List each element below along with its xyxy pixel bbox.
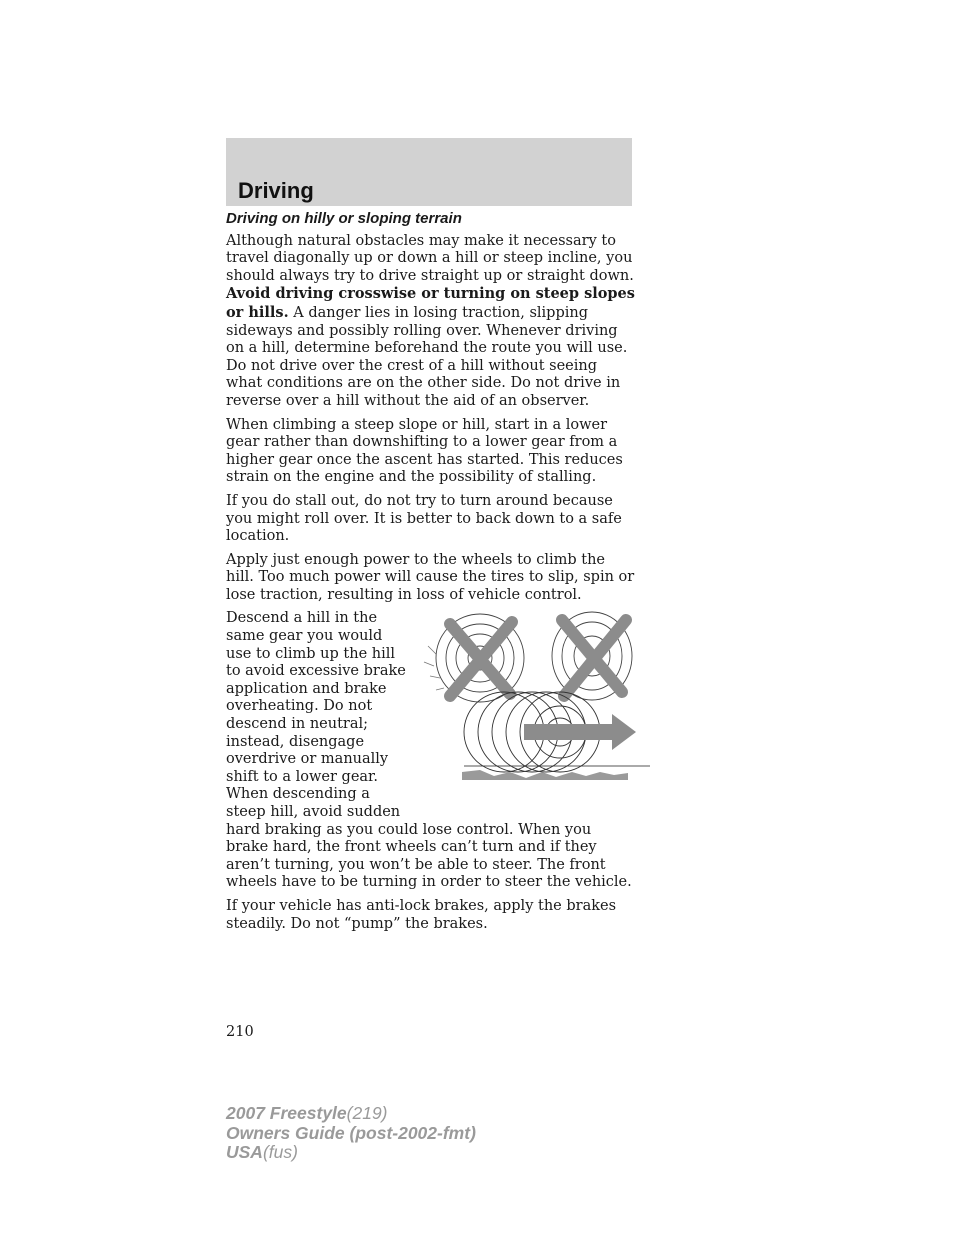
paragraph-4: Apply just enough power to the wheels to climb the hill. Too much power will cause the tires to slip, spin or lose traction, resulting in loss of vehicle control.: [226, 551, 635, 603]
x-mark-icon: [562, 620, 626, 696]
footer-market-code: (fus): [262, 1142, 298, 1162]
footer-line-1: [226, 1104, 476, 1124]
hill-driving-illustration: [414, 606, 650, 802]
document-footer: [226, 1104, 476, 1163]
page-number: 210: [226, 1024, 254, 1040]
paragraph-1-start: Although natural obstacles may make it necessary to travel diagonally up or down a hill or steep incline, you should always try to drive straight up or straight down.: [226, 232, 634, 284]
paragraph-2: When climbing a steep slope or hill, start in a lower gear rather than downshifting to a lower gear from a higher gear once the ascent has started. This reduces strain on the engine and the possibility of stalling.: [226, 416, 623, 486]
footer-line-3: [226, 1143, 476, 1163]
paragraph-6: If your vehicle has anti-lock brakes, apply the brakes steadily. Do not “pump” the brakes.: [226, 897, 617, 932]
article-body: [226, 210, 636, 939]
paragraph-3: If you do stall out, do not try to turn around because you might roll over. It is better to back down to a safe location.: [226, 492, 622, 545]
section-title: Driving: [238, 178, 314, 203]
paragraph-1: [226, 233, 636, 411]
section-header-band: [226, 138, 632, 206]
footer-model: 2007 Freestyle: [226, 1103, 347, 1123]
direction-arrow-icon: [524, 714, 636, 750]
footer-page-ref: (219): [346, 1103, 388, 1123]
paragraph-5: Descend a hill in the same gear you would use to climb up the hill to avoid excessive brake application and brake overheating. Do not descend in neutral; instead, disengage overdrive or manually shift to a lower gear. When descending a steep hill, avoid sudden hard braking as you could lose control. When you brake hard, the front wheels can’t turn and if they aren’t turning, you won’t be able to steer. The front wheels have to be turning in order to steer the vehicle.: [226, 610, 632, 891]
spray-lines: [424, 646, 444, 690]
ground-terrain: [462, 766, 650, 780]
x-mark-icon: [450, 622, 512, 696]
footer-line-2: Owners Guide (post-2002-fmt): [226, 1122, 476, 1143]
footer-market: USA: [226, 1142, 263, 1162]
paragraph-1-end: A danger lies in losing traction, slipping sideways and possibly rolling over. Whenever driving on a hill, determine beforehand the route you will use. Do not drive over the crest of a hill without seeing what conditions are on the other side. Do not drive in reverse over a hill without the aid of an observer.: [226, 304, 628, 409]
paragraph-1-warning: Avoid driving crosswise or turning on steep slopes or hills.: [226, 285, 635, 321]
article-subheading: Driving on hilly or sloping terrain: [226, 210, 462, 227]
